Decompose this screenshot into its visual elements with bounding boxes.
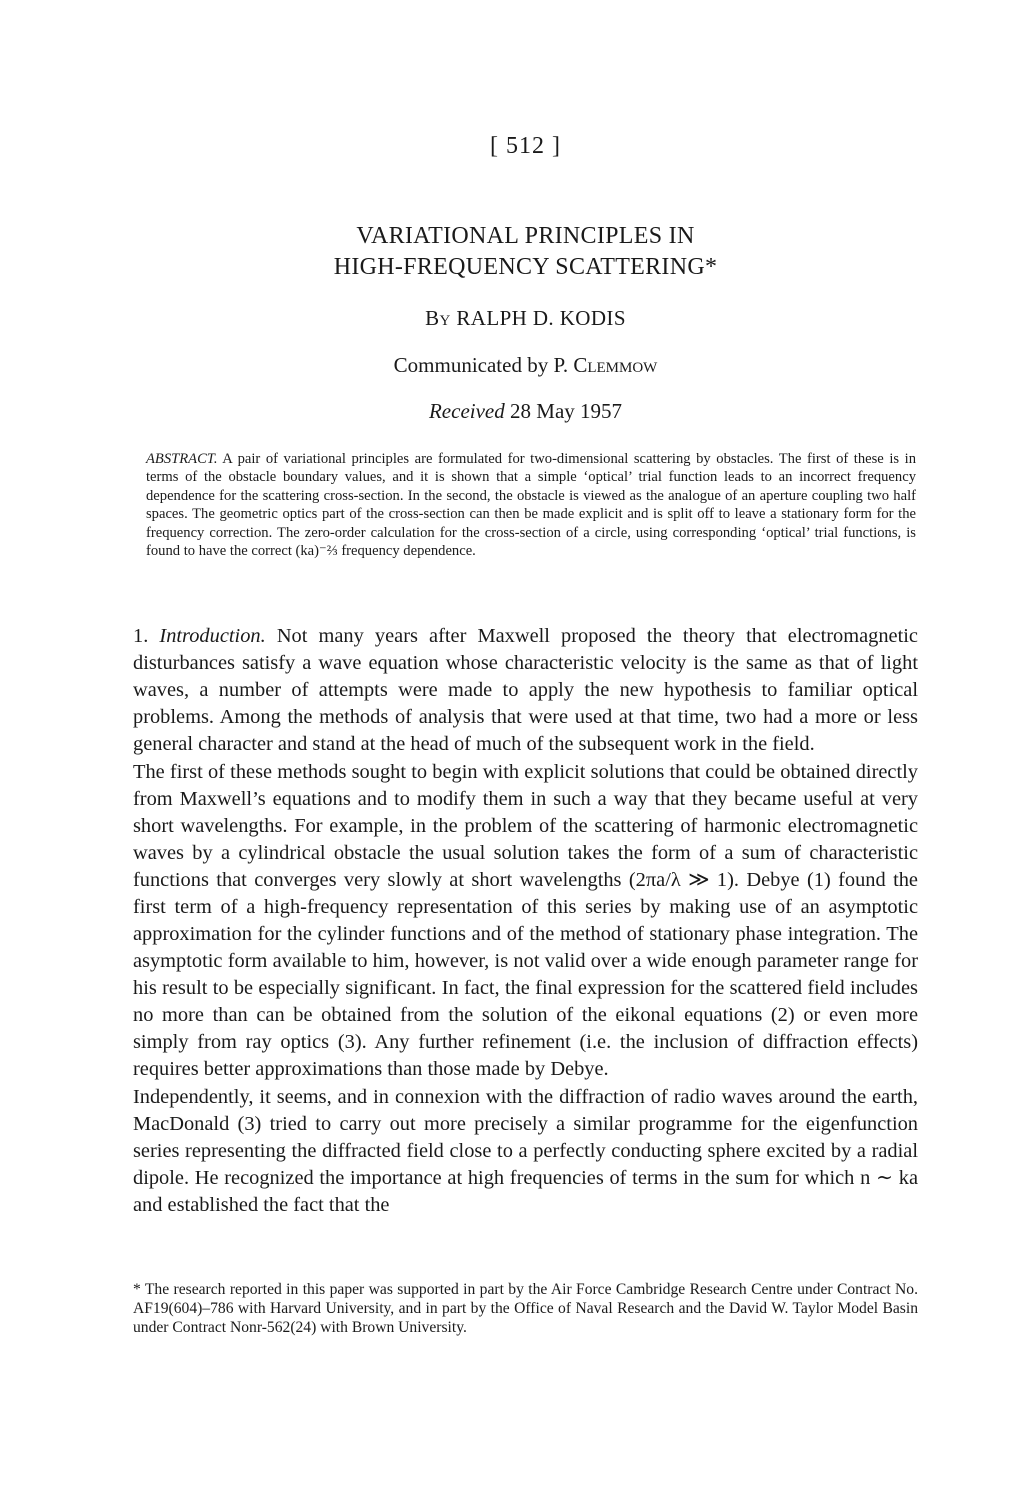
paragraph-1-text: Not many years after Maxwell proposed the theory that electromagnetic disturbances satisfy a wave equation whose characteristic velocity is the same as that of light waves, a number of attempts were made to apply the new hypothesis to familiar optical problems. Among the methods of analysis that were used at that time, two had a more or less general character and stand at the head of much of the subsequent work in the field.	[133, 625, 918, 755]
communicated-line	[133, 353, 918, 378]
communicator-name: Clemmow	[573, 353, 658, 377]
author-line	[133, 306, 918, 331]
received-line	[133, 399, 918, 424]
page-number: [ 512 ]	[490, 133, 561, 159]
section-number: 1.	[133, 625, 149, 647]
author-name: RALPH D. KODIS	[456, 306, 626, 330]
paragraph-3: Independently, it seems, and in connexion with the diffraction of radio waves around the earth, MacDonald (3) tried to carry out more precisely a similar programme for the eigenfunction series representing the diffracted field close to a perfectly conducting sphere excited by a radial dipole. He recognized the importance at high frequencies of terms in the sum for which n ∼ ka and established the fact that the	[133, 1086, 918, 1216]
section-heading: Introduction.	[159, 625, 266, 647]
received-label: Received	[428, 399, 505, 423]
paragraph-1	[133, 623, 918, 758]
paper-title	[133, 221, 918, 283]
footnote: * The research reported in this paper was supported in part by the Air Force Cambridge Research Centre under Contract No. AF19(604)–786 with Harvard University, and in part by the Office of Naval Research and the David W. Taylor Model Basin under Contract Nonr-562(24) with Brown University.	[133, 1281, 918, 1336]
abstract	[146, 450, 916, 560]
title-line-1: VARIATIONAL PRINCIPLES IN	[356, 223, 695, 249]
communicated-prefix: Communicated by P.	[393, 353, 569, 377]
received-date: 28 May 1957	[510, 399, 623, 423]
paragraph-2: The first of these methods sought to begin with explicit solutions that could be obtained directly from Maxwell’s equations and to modify them in such a way that they became useful at very short wavelengths. For example, in the problem of the scattering of harmonic electromagnetic waves by a cylindrical obstacle the usual solution takes the form of a sum of characteristic functions that converges very slowly at short wavelengths (2πa/λ ≫ 1). Debye (1) found the first term of a high-frequency representation of this series by making use of an asymptotic approximation for the cylinder functions and of the method of stationary phase integration. The asymptotic form available to him, however, is not valid over a wide enough parameter range for his result to be especially significant. In fact, the final expression for the scattered field includes no more than can be obtained from the solution of the eikonal equations (2) or even more simply from ray optics (3). Any further refinement (i.e. the inclusion of diffraction effects) requires better approximations than those made by Debye.	[133, 761, 918, 1080]
section-introduction	[133, 623, 918, 1220]
author-by: By	[425, 306, 451, 330]
abstract-label: ABSTRACT.	[146, 451, 218, 467]
title-line-2: HIGH-FREQUENCY SCATTERING*	[333, 254, 718, 280]
abstract-text: A pair of variational principles are formulated for two-dimensional scattering by obstacles. The first of these is in terms of the obstacle boundary values, and it is shown that a simple ‘optical’ trial function leads to an incorrect frequency dependence for the scattering cross-section. In the second, the obstacle is viewed as the analogue of an aperture coupling two half spaces. The geometric optics part of the cross-section can then be made explicit and is split off to leave a stationary form for the frequency correction. The zero-order calculation for the cross-section of a circle, using corresponding ‘optical’ trial functions, is found to have the correct (ka)⁻⅔ frequency dependence.	[146, 451, 917, 560]
